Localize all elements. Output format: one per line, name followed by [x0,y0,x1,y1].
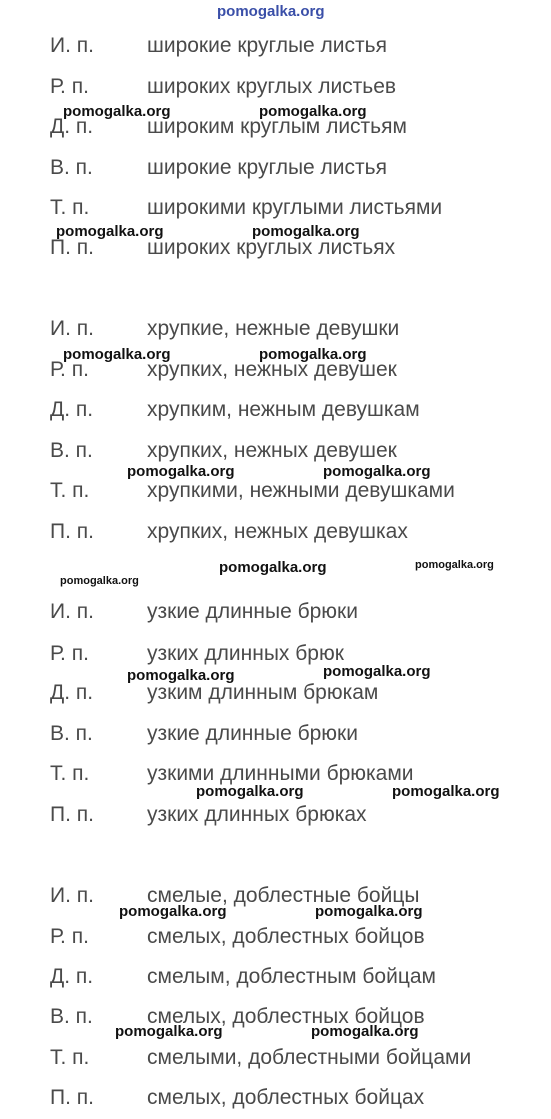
declined-phrase: хрупким, нежным девушкам [147,398,420,421]
declension-row [0,517,551,547]
declension-row [0,719,551,749]
case-label: Д. п. [50,398,94,421]
watermark-text: pomogalka.org [119,903,227,920]
declension-row [0,436,551,466]
declined-phrase: смелыми, доблестными бойцами [147,1046,472,1069]
declension-row [0,395,551,425]
declined-phrase: узкие длинные брюки [147,722,358,745]
declension-row [0,922,551,952]
declension-row [0,193,551,223]
case-label: Д. п. [50,965,94,988]
case-label: Р. п. [50,925,89,948]
declension-row [0,31,551,61]
watermark-text: pomogalka.org [219,559,327,576]
declension-row [0,962,551,992]
declined-phrase: хрупкими, нежными девушками [147,479,455,502]
declined-phrase: смелых, доблестных бойцов [147,925,425,948]
watermark-text: pomogalka.org [252,223,360,240]
declension-row [0,1043,551,1073]
watermark-text: pomogalka.org [323,663,431,680]
declined-phrase: хрупких, нежных девушках [147,520,408,543]
case-label: Р. п. [50,358,89,381]
case-label: П. п. [50,520,94,543]
case-label: И. п. [50,884,94,907]
declension-row [0,639,551,669]
declension-row [0,314,551,344]
watermark-text: pomogalka.org [60,575,139,587]
declension-row [0,1002,551,1032]
declined-phrase: широкие круглые листья [147,34,387,57]
declined-phrase: смелым, доблестным бойцам [147,965,436,988]
case-label: Т. п. [50,1046,90,1069]
case-label: В. п. [50,722,93,745]
declined-phrase: смелых, доблестных бойцах [147,1086,425,1109]
watermark-text: pomogalka.org [259,346,367,363]
declined-phrase: широких круглых листьев [147,75,397,98]
declined-phrase: широких круглых листьях [147,236,396,259]
watermark-text: pomogalka.org [415,559,494,571]
case-label: П. п. [50,803,94,826]
declined-phrase: хрупкие, нежные девушки [147,317,400,340]
declension-row [0,881,551,911]
declined-phrase: узких длинных брюках [147,803,367,826]
watermark-text: pomogalka.org [259,103,367,120]
watermark-text: pomogalka.org [63,346,171,363]
declension-row [0,597,551,627]
case-label: Р. п. [50,75,89,98]
case-label: П. п. [50,236,94,259]
watermark-text: pomogalka.org [127,667,235,684]
watermark-text: pomogalka.org [392,783,500,800]
case-label: Д. п. [50,681,94,704]
declined-phrase: хрупких, нежных девушек [147,439,397,462]
watermark-text: pomogalka.org [115,1023,223,1040]
declined-phrase: смелых, доблестных бойцов [147,1005,425,1028]
declined-phrase: хрупких, нежных девушек [147,358,397,381]
declined-phrase: смелые, доблестные бойцы [147,884,420,907]
case-label: Т. п. [50,479,90,502]
watermark-text: pomogalka.org [127,463,235,480]
case-label: В. п. [50,1005,93,1028]
watermark-text: pomogalka.org [56,223,164,240]
declension-row [0,153,551,183]
declension-row [0,1083,551,1113]
case-label: П. п. [50,1086,94,1109]
declined-phrase: широкие круглые листья [147,156,387,179]
case-label: И. п. [50,317,94,340]
watermark-text: pomogalka.org [196,783,304,800]
declension-row [0,800,551,830]
declension-row [0,476,551,506]
case-label: В. п. [50,156,93,179]
declined-phrase: широкими круглыми листьями [147,196,443,219]
watermark-text: pomogalka.org [315,903,423,920]
case-label: Т. п. [50,762,90,785]
case-label: В. п. [50,439,93,462]
declined-phrase: узким длинным брюкам [147,681,379,704]
declined-phrase: узкими длинными брюками [147,762,414,785]
case-label: Т. п. [50,196,90,219]
declined-phrase: узкие длинные брюки [147,600,358,623]
declension-row [0,678,551,708]
watermark-text: pomogalka.org [217,3,325,20]
case-label: Д. п. [50,115,94,138]
watermark-text: pomogalka.org [323,463,431,480]
case-label: Р. п. [50,642,89,665]
watermark-text: pomogalka.org [311,1023,419,1040]
declined-phrase: узких длинных брюк [147,642,344,665]
case-label: И. п. [50,600,94,623]
declined-phrase: широким круглым листьям [147,115,407,138]
declension-row [0,72,551,102]
watermark-text: pomogalka.org [63,103,171,120]
case-label: И. п. [50,34,94,57]
